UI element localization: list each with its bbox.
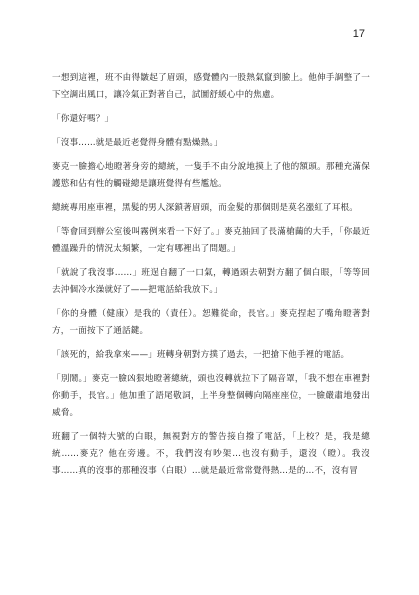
paragraph: 「該死的，給我拿來——」班轉身朝對方撲了過去，一把搶下他手裡的電話。 bbox=[52, 350, 350, 360]
paragraph: 「你還好嗎？」 bbox=[52, 114, 114, 124]
paragraph: 總統專用座車裡，黑髮的男人深鎖著眉頭，而金髮的那個則是莫名漲紅了耳根。 bbox=[52, 203, 359, 213]
paragraph: 「等會回到辦公室後叫霧例來看一下好了。」麥克抽回了長滿槍繭的大手，「你最近體溫躁升的情況太頻繁，一定有哪裡出了問題。」 bbox=[52, 227, 370, 254]
paragraph: 「你的身體（健康）是我的（責任）。恕難從命，長官。」麥克捏起了嘴角瞪著對方，一面按下了通話鍵。 bbox=[52, 309, 370, 336]
paragraph: 「沒事……就是最近老覺得身體有點燥熱。」 bbox=[52, 138, 223, 148]
paragraph: 「別鬧。」麥克一臉凶狠地瞪著總統，頭也沒轉就拉下了隔音罩，「我不想在車裡對你動手，長官。」他加重了語尾敬詞，上半身整個轉向隔座座位，一臉嚴肅地發出威脅。 bbox=[52, 374, 370, 418]
paragraph: 麥克一臉擔心地瞪著身旁的總統，一隻手不由分說地摸上了他的額頭。那種充滿保護慾和佔有性的觸碰總是讓班覺得有些尷尬。 bbox=[52, 162, 370, 189]
paragraph: 班翻了一個特大號的白眼，無視對方的警告接自撥了電話，「上校？是，我是總統……麥克？他在旁邊。不，我們沒有吵架…也沒有動手，還沒（瞪）。我沒事……真的沒事的那種沒事（白眼）…就是最近常常覺得熱…是的…不，沒有冒 bbox=[52, 432, 370, 476]
page-body bbox=[52, 70, 370, 487]
paragraph: 「就說了我沒事……」班逞自翻了一口氣，轉過頭去朝對方翻了個白眼，「等等回去沖個冷水澡就好了——把電話給我放下。」 bbox=[52, 268, 370, 295]
paragraph: 一想到這裡，班不由得皺起了眉頭，感覺體內一股熱氣竄到臉上。他伸手調整了一下空調出風口，讓冷氣正對著自己，試圖舒緩心中的焦慮。 bbox=[52, 73, 370, 100]
page-number: 17 bbox=[352, 28, 365, 40]
